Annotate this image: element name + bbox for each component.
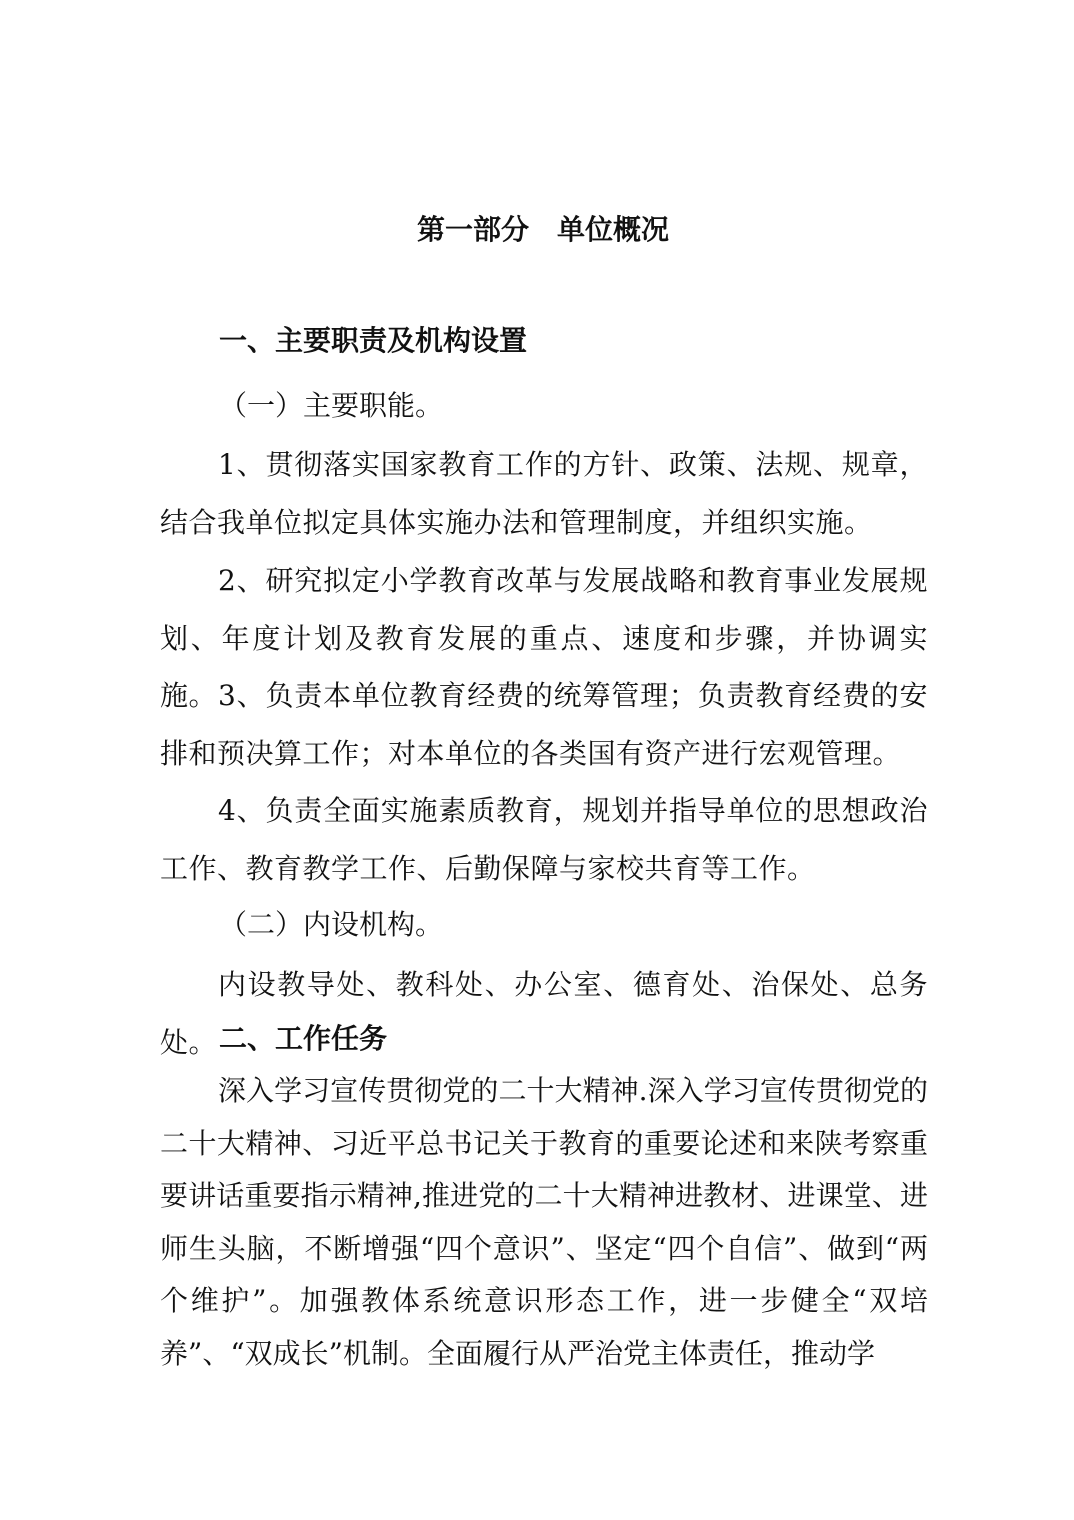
function-item-2: 2、研究拟定小学教育改革与发展战略和教育事业发展规划、年度计划及教育发展的重点、速度和步骤，并协调实施。 xyxy=(160,564,928,712)
task-paragraph: 深入学习宣传贯彻党的二十大精神.深入学习宣传贯彻党的二十大精神、习近平总书记关于教育的重要论述和来陕考察重要讲话重要指示精神,推进党的二十大精神进教材、进课堂、进师生头脑，不断增强“四个意识”、坚定“四个自信”、做到“两个维护”。加强教体系统意识形态工作，进一步健全“双培养”、“双成长”机制。全面履行从严治党主体责任，推动学 xyxy=(160,1074,928,1370)
institutions-list: 内设教导处、教科处、办公室、德育处、治保处、总务处。 xyxy=(160,968,928,1059)
subheading-main-functions: （一）主要职能。 xyxy=(219,389,444,422)
page-title: 第一部分 单位概况 xyxy=(416,213,669,246)
section-heading-tasks: 二、工作任务 xyxy=(219,1022,388,1055)
function-item-4: 4、负责全面实施素质教育，规划并指导单位的思想政治工作、教育教学工作、后勤保障与家校共育等工作。 xyxy=(160,794,928,885)
function-item-1: 1、贯彻落实国家教育工作的方针、政策、法规、规章，结合我单位拟定具体实施办法和管理制度，并组织实施。 xyxy=(160,448,928,539)
function-item-3: 3、负责本单位教育经费的统筹管理；负责教育经费的安排和预决算工作；对本单位的各类国有资产进行宏观管理。 xyxy=(160,679,928,770)
section-heading-duties: 一、主要职责及机构设置 xyxy=(219,324,528,357)
subheading-internal-institutions: （二）内设机构。 xyxy=(219,908,444,941)
